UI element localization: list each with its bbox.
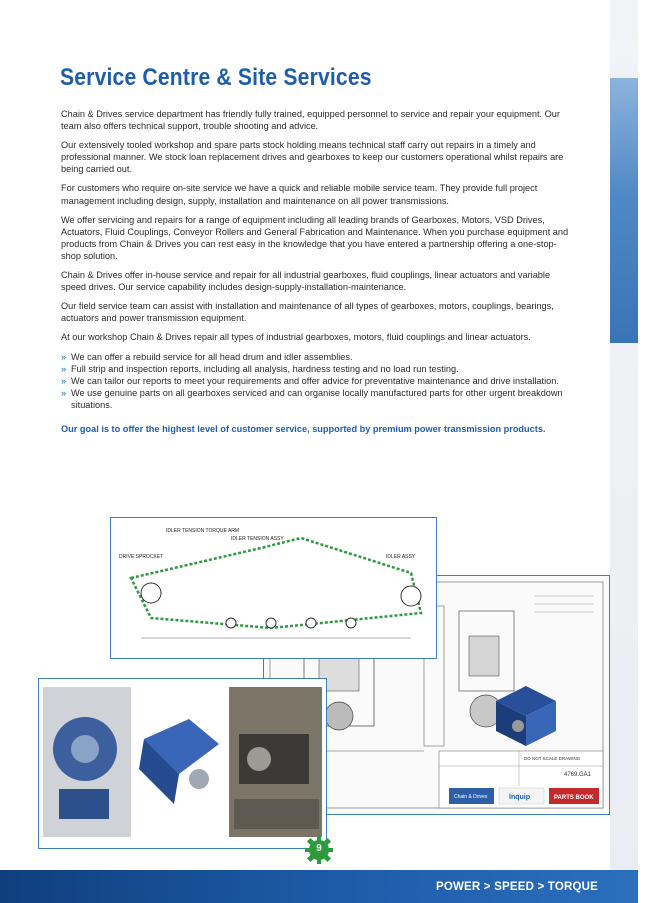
- side-tab-section: [610, 78, 638, 343]
- label-idler-tension-assy: IDLER TENSION ASSY: [231, 536, 284, 542]
- page-title: Service Centre & Site Services: [60, 64, 372, 91]
- list-item: » Full strip and inspection reports, including all analysis, hardness testing and no load run testing.: [61, 363, 573, 375]
- drawing-code: 4769.GA1: [564, 772, 592, 778]
- inquip-logo: Inquip: [509, 794, 530, 801]
- label-idler-torque-arm: IDLER TENSION TORQUE ARM: [166, 528, 240, 534]
- drawing-note: DO NOT SCALE DRAWING: [524, 756, 581, 761]
- page-number: 9: [316, 843, 322, 854]
- list-item: » We can tailor our reports to meet your requirements and offer advice for preventative maintenance and drive installation.: [61, 375, 573, 387]
- paragraph: At our workshop Chain & Drives repair all types of industrial gearboxes, motors, fluid couplings and linear actuators.: [61, 332, 531, 343]
- paragraph: Our field service team can assist with installation and maintenance of all types of gearboxes, motors, couplings, bearings, actuators and power transmission equipment.: [61, 301, 554, 324]
- footer-tagline: POWER > SPEED > TORQUE: [435, 881, 598, 893]
- parts-book-logo: PARTS BOOK: [554, 795, 594, 801]
- body-text: [61, 108, 573, 442]
- chain-drives-logo: Chain & Drives: [454, 794, 488, 800]
- label-idler-assy: IDLER ASSY: [386, 554, 416, 560]
- paragraph: Chain & Drives service department has friendly fully trained, equipped personnel to service and repair your equipment. Our team also offers technical support, trouble shooting and advice.: [61, 109, 560, 132]
- conveyor-diagram: [110, 517, 437, 659]
- paragraph: Our extensively tooled workshop and spare parts stock holding means technical staff carry out repairs in a timely and professional manner. We stock loan replacement drives and gearboxes to keep our customers operational whilst repairs are being carried out.: [61, 140, 564, 175]
- photos-illustration: [39, 679, 326, 848]
- conveyor-illustration: [111, 518, 436, 658]
- paragraph: We offer servicing and repairs for a range of equipment including all leading brands of Gearboxes, Motors, VSD Drives, Actuators, Fluid Couplings, Conveyor Rollers and General Fabrication and Maintenance. When you purchase equipment and products from Chain & Drives you can rest easy in the knowledge that you have entered a partnership offering a one-stop-shop solution.: [61, 214, 569, 261]
- list-item: » We use genuine parts on all gearboxes serviced and can organise locally manufactured parts for other urgent breakdown situations.: [61, 387, 573, 411]
- list-item: » We can offer a rebuild service for all head drum and idler assemblies.: [61, 351, 573, 363]
- gearbox-photos: [38, 678, 327, 849]
- bullet-list: [61, 351, 573, 411]
- goal-statement: Our goal is to offer the highest level of customer service, supported by premium power transmission products.: [61, 423, 546, 434]
- paragraph: Chain & Drives offer in-house service and repair for all industrial gearboxes, fluid couplings, linear actuators and variable speed drives. Our service capability includes design-supply-installation-maintenance.: [61, 270, 551, 293]
- label-drive-sprocket: DRIVE SPROCKET: [119, 554, 164, 560]
- paragraph: For customers who require on-site service we have a quick and reliable mobile service team. They provide full project management including design, supply, installation and maintenance on all power transmissions.: [61, 183, 538, 206]
